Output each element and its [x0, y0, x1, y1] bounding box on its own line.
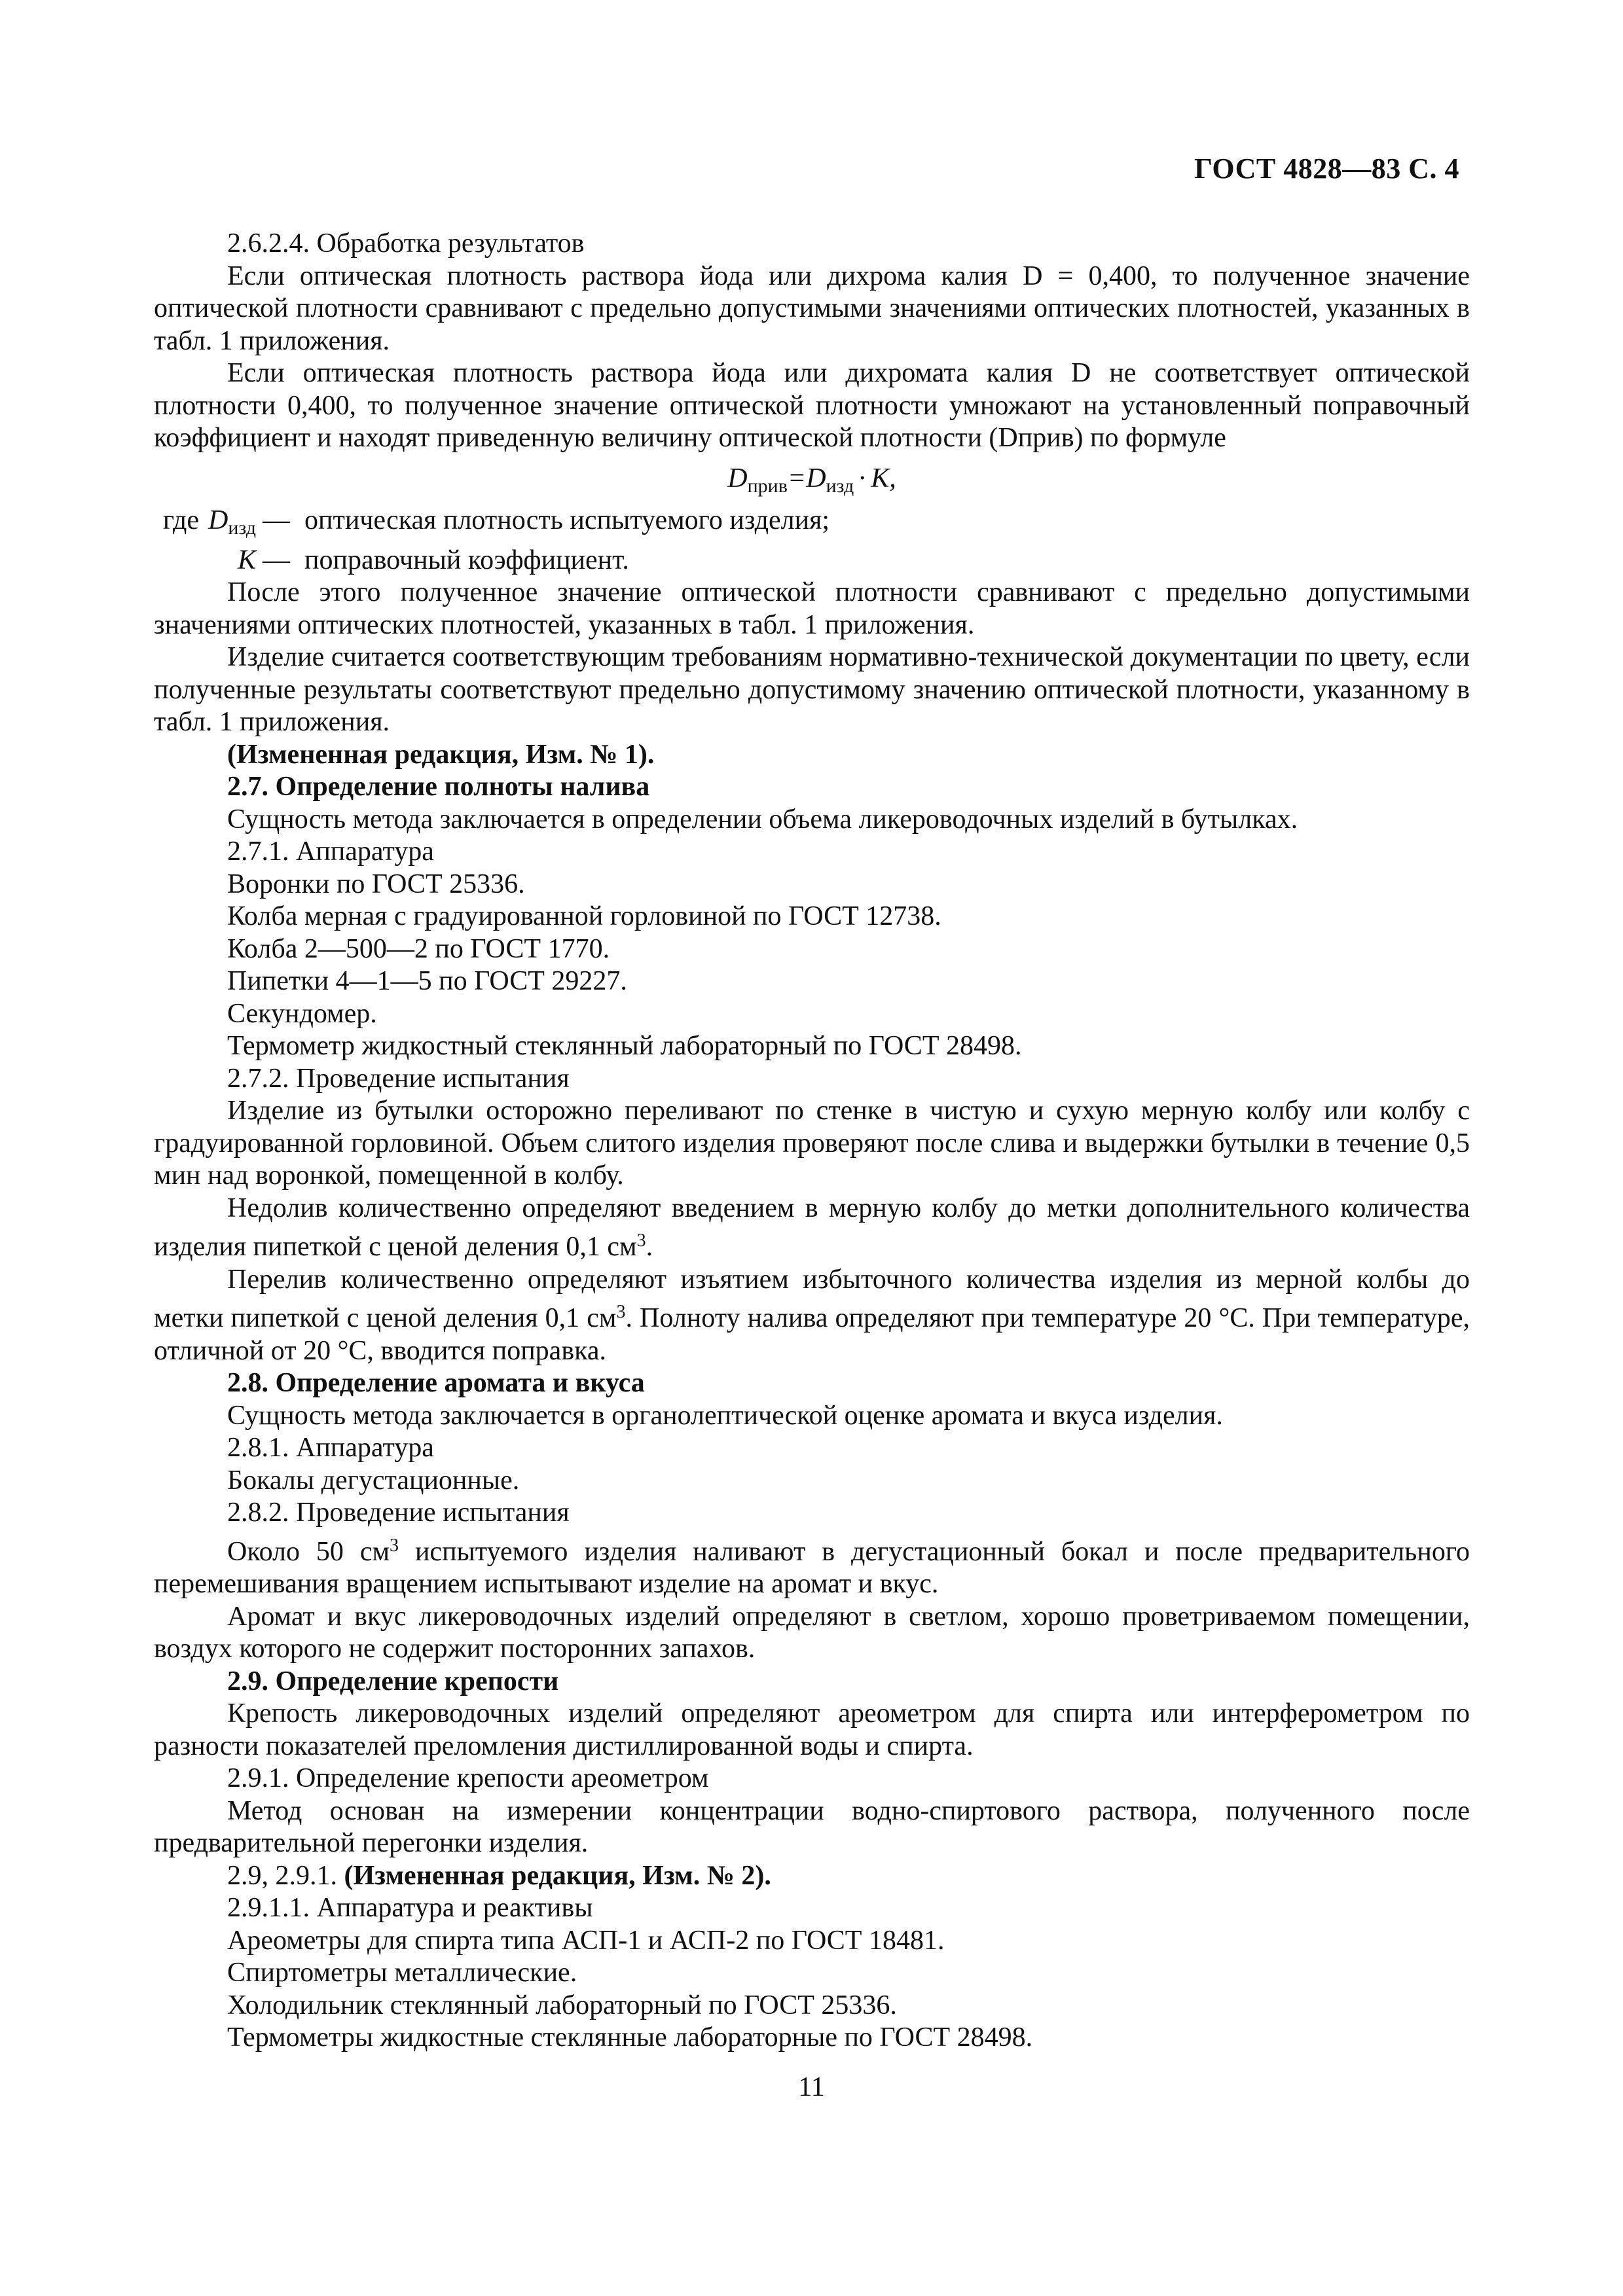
document-header: ГОСТ 4828—83 С. 4: [1194, 152, 1459, 185]
paragraph: Если оптическая плотность раствора йода или дихрома калия D = 0,400, то полученное значение оптической плотности сравнивают с предельно допустимыми значениями оптических плотностей, указанных в табл. 1 приложения.: [154, 260, 1470, 356]
definitions-list: [154, 505, 1470, 577]
definition-symbol: K: [237, 545, 256, 575]
list-item: Термометры жидкостные стеклянные лабораторные по ГОСТ 28498.: [227, 2022, 1033, 2053]
definition-dash: —: [263, 545, 290, 575]
definition-dash: —: [263, 505, 290, 535]
list-item: Термометр жидкостный стеклянный лабораторный по ГОСТ 28498.: [227, 1031, 1022, 1061]
section-heading: 2.9. Определение крепости: [227, 1666, 559, 1696]
definition-symbol: $D_{изд}$: [208, 505, 256, 539]
subsection-heading: 2.8.1. Аппаратура: [227, 1433, 434, 1463]
formula-lhs: D: [727, 463, 748, 493]
formula-mid-subscript: изд: [826, 475, 854, 497]
document-body: [154, 228, 1470, 2054]
subsection-heading: 2.9.1. Определение крепости ареометром: [227, 1763, 709, 1793]
page-number: 11: [798, 2072, 825, 2102]
paragraph: Сущность метода заключается в органолептической оценке аромата и вкуса изделия.: [227, 1400, 1223, 1431]
list-item: Колба мерная с градуированной горловиной по ГОСТ 12738.: [227, 901, 941, 931]
list-item: Бокалы дегустационные.: [227, 1465, 520, 1496]
subsection-heading: 2.8.2. Проведение испытания: [227, 1498, 570, 1528]
paragraph: Метод основан на измерении концентрации водно-спиртового раствора, полученного после предварительной перегонки изделия.: [154, 1795, 1470, 1858]
paragraph: 2.6.2.4. Обработка результатов: [227, 228, 585, 259]
list-item: Секундомер.: [227, 998, 377, 1029]
paragraph: Изделие считается соответствующим требованиям нормативно-технической документации по цвету, если полученные результаты соответствуют предельно допустимому значению оптической плотности, указанному в табл. 1 приложения.: [154, 642, 1470, 737]
list-item: Холодильник стеклянный лабораторный по ГОСТ 25336.: [227, 1990, 897, 2020]
amendment-note: (Измененная редакция, Изм. № 1).: [227, 739, 655, 770]
list-item: Воронки по ГОСТ 25336.: [227, 869, 525, 899]
subsection-heading: 2.9.1.1. Аппаратура и реактивы: [227, 1893, 593, 1923]
subsection-heading: 2.7.2. Проведение испытания: [227, 1063, 570, 1094]
subsection-heading: 2.7.1. Аппаратура: [227, 836, 434, 867]
formula-rhs: K,: [871, 463, 896, 493]
definition-text: поправочный коэффициент.: [304, 545, 629, 575]
paragraph: Аромат и вкус ликероводочных изделий определяют в светлом, хорошо проветриваемом помещении, воздух которого не содержит посторонних запахов.: [154, 1601, 1470, 1664]
paragraph: Около 50 $см^3$ испытуемого изделия наливают в дегустационный бокал и после предварительного перемешивания вращением испытывают изделие на аромат и вкус.: [154, 1535, 1470, 1599]
paragraph: Сущность метода заключается в определении объема ликероводочных изделий в бутылках.: [227, 804, 1298, 834]
definition-row: [154, 505, 1470, 545]
paragraph: После этого полученное значение оптической плотности сравнивают с предельно допустимыми значениями оптических плотностей, указанных в табл. 1 приложения.: [154, 577, 1470, 640]
paragraph: Изделие из бутылки осторожно переливают по стенке в чистую и сухую мерную колбу или колбу с градуированной горловиной. Объем слитого изделия проверяют после слива и выдержки бутылки в течение 0,5 мин над воронкой, помещенной в колбу.: [154, 1096, 1470, 1191]
formula: [154, 463, 1470, 503]
amendment-note: 2.9, 2.9.1. (Измененная редакция, Изм. № 2).: [227, 1860, 771, 1891]
list-item: Пипетки 4—1—5 по ГОСТ 29227.: [227, 966, 627, 996]
list-item: Спиртометры металлические.: [227, 1958, 577, 1988]
paragraph: Перелив количественно определяют изъятием избыточного количества изделия из мерной колбы до метки пипеткой с ценой деления 0,1 $см^3$. Полноту налива определяют при температуре 20 °С. При температуре, отличной от 20 °С, вводится поправка.: [154, 1264, 1470, 1366]
list-item: Ареометры для спирта типа АСП-1 и АСП-2 по ГОСТ 18481.: [227, 1925, 945, 1956]
list-item: Колба 2—500—2 по ГОСТ 1770.: [227, 933, 610, 964]
formula-operator: ·: [858, 463, 867, 493]
paragraph: Если оптическая плотность раствора йода или дихромата калия D не соответствует оптической плотности 0,400, то полученное значение оптической плотности умножают на установленный поправочный коэффициент и находят приведенную величину оптической плотности (Dприв) по формуле: [154, 358, 1470, 453]
definition-row: [154, 545, 1470, 577]
formula-lhs-subscript: прив: [747, 475, 788, 497]
paragraph: Недолив количественно определяют введением в мерную колбу до метки дополнительного количества изделия пипеткой с ценой деления 0,1 $см^3$.: [154, 1193, 1470, 1262]
section-heading: 2.8. Определение аромата и вкуса: [227, 1368, 645, 1398]
definitions-prefix: где: [162, 505, 200, 535]
formula-mid: D: [806, 463, 826, 493]
section-heading: 2.7. Определение полноты налива: [227, 772, 650, 802]
definition-text: оптическая плотность испытуемого изделия;: [304, 505, 830, 535]
paragraph: Крепость ликероводочных изделий определяют ареометром для спирта или интерферометром по разности показателей преломления дистиллированной воды и спирта.: [154, 1698, 1470, 1761]
formula-equals: =: [787, 463, 807, 493]
